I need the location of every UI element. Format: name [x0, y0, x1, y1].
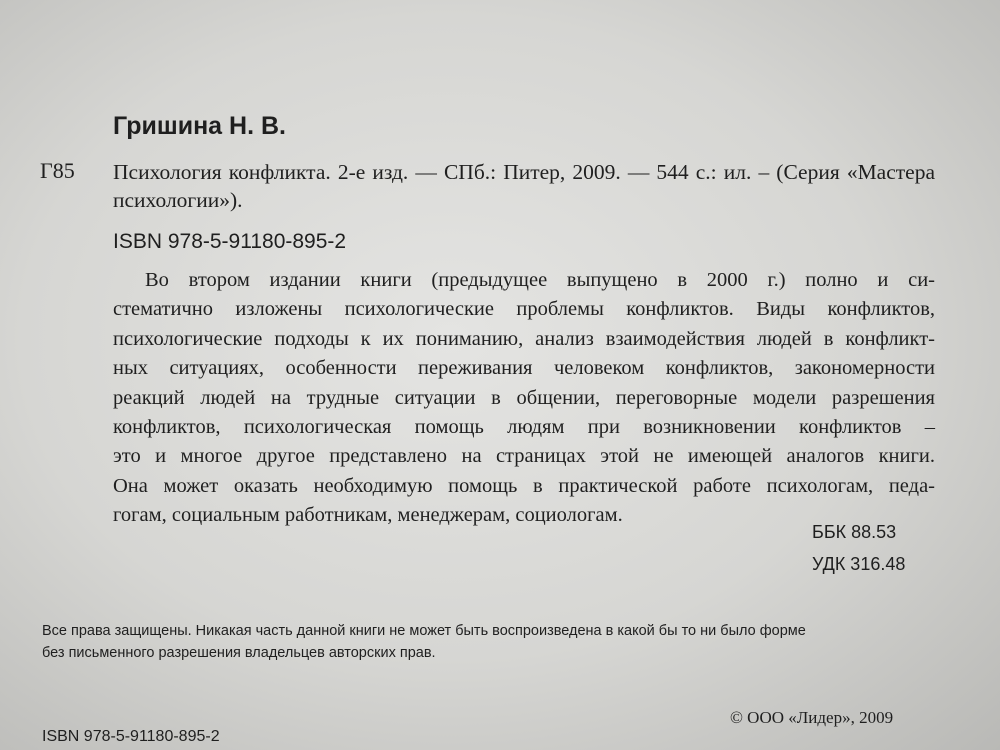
- annotation-line: Она может оказать необходимую помощь в практической работе психологам, педа-: [113, 474, 935, 497]
- isbn-bottom: ISBN 978-5-91180-895-2: [42, 728, 220, 745]
- rights-line: Все права защищены. Никакая часть данной книги не может быть воспроизведена в какой бы то ни было форме: [42, 623, 806, 639]
- annotation-line: Во втором издании книги (предыдущее выпущено в 2000 г.) полно и си-: [145, 269, 935, 291]
- annotation-line: конфликтов, психологическая помощь людям при возникновении конфликтов –: [113, 416, 935, 439]
- bibliographic-entry: Психология конфликта. 2-е изд. — СПб.: Питер, 2009. — 544 с.: ил. – (Серия «Мастера психологии»).: [113, 160, 935, 212]
- catalog-code: Г85: [40, 158, 75, 183]
- annotation-line: ных ситуациях, особенности переживания человеком конфликтов, закономерности: [113, 357, 935, 380]
- annotation-line: реакций людей на трудные ситуации в общении, переговорные модели разрешения: [113, 386, 935, 409]
- author-name: Гришина Н. В.: [113, 112, 286, 140]
- isbn-top: ISBN 978-5-91180-895-2: [113, 230, 347, 253]
- annotation-line: это и многое другое представлено на страницах этой не имеющей аналогов книги.: [113, 445, 935, 468]
- annotation-line: гогам, социальным работникам, менеджерам, социологам.: [113, 504, 623, 527]
- rights-line: без письменного разрешения владельцев авторских прав.: [42, 645, 436, 661]
- annotation-line: стематично изложены психологические проблемы конфликтов. Виды конфликтов,: [113, 298, 935, 321]
- copyright-notice: © ООО «Лидер», 2009: [730, 708, 894, 727]
- udk-code: УДК 316.48: [812, 554, 906, 574]
- rights-notice: [42, 620, 922, 664]
- bbk-code: ББК 88.53: [812, 522, 897, 542]
- annotation: [113, 266, 935, 531]
- annotation-line: психологические подходы к их пониманию, анализ взаимодействия людей в конфликт-: [113, 327, 935, 350]
